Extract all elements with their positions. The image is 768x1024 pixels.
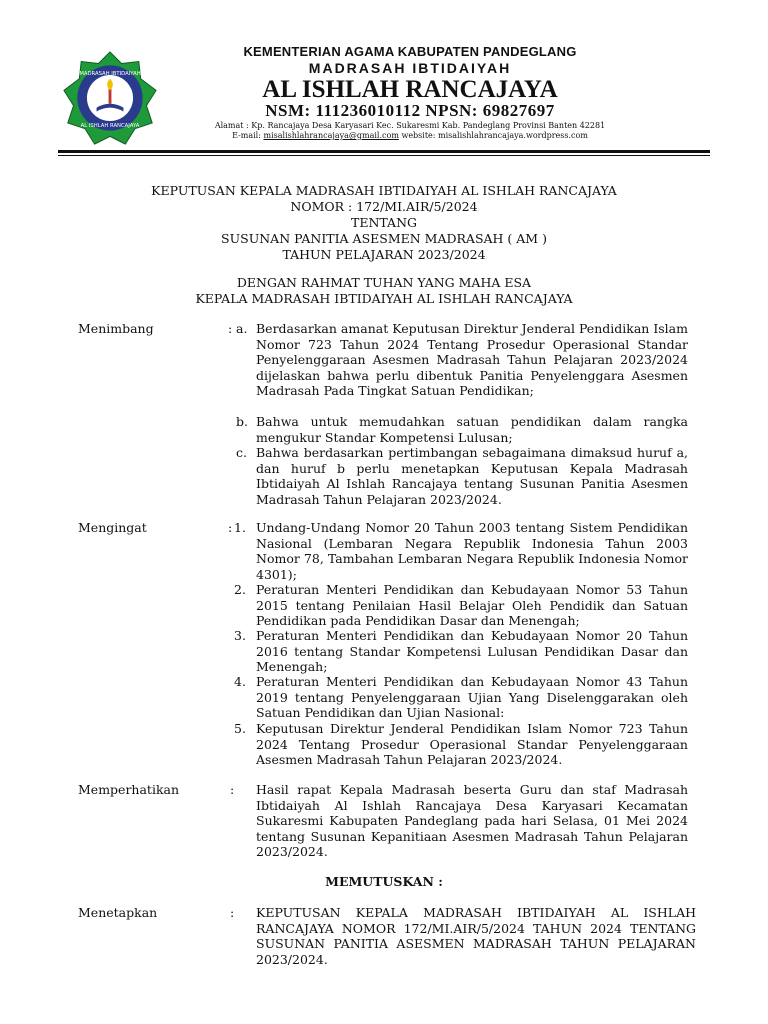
logo-text-top: MADRASAH IBTIDAIYAH	[79, 70, 141, 77]
decree-subject: SUSUNAN PANITIA ASESMEN MADRASAH ( AM )	[221, 231, 547, 246]
menimbang-item-b: Bahwa untuk memudahkan satuan pendidikan dalam rangka mengukur Standar Kompetensi Lulusan;	[256, 414, 688, 445]
logo-text-bottom: AL ISHLAH RANCAJAYA	[80, 122, 140, 129]
decree-number: NOMOR : 172/MI.AIR/5/2024	[290, 199, 478, 214]
mengingat-marker-1: 1.	[234, 520, 246, 535]
menetapkan-text: KEPUTUSAN KEPALA MADRASAH IBTIDAIYAH AL ISHLAH RANCAJAYA NOMOR 172/MI.AIR/5/2024 TAHUN 2024 TENTANG SUSUNAN PANITIA ASESMEN MADRASAH TAHUN PELAJARAN 2023/2024.	[256, 905, 696, 967]
school-name: AL ISHLAH RANCAJAYA	[262, 76, 558, 103]
mengingat-colon: :	[228, 520, 233, 535]
address-line: Alamat : Kp. Rancajaya Desa Karyasari Kec. Sukaresmi Kab. Pandeglang Provinsi Banten 42281	[214, 121, 606, 130]
decree-title: KEPUTUSAN KEPALA MADRASAH IBTIDAIYAH AL ISHLAH RANCAJAYA	[151, 183, 617, 198]
decree-about: TENTANG	[350, 215, 417, 230]
header-rule-thick	[58, 150, 710, 153]
memperhatikan-label: Memperhatikan	[78, 782, 180, 797]
menimbang-marker-a: a.	[236, 321, 248, 336]
contact-line	[160, 131, 660, 141]
letterhead	[0, 0, 768, 160]
menimbang-item-a: Berdasarkan amanat Keputusan Direktur Jenderal Pendidikan Islam Nomor 723 Tahun 2024 Tentang Prosedur Operasional Standar Penyelenggaraan Asesmen Madrasah Tahun Pelajaran 2023/2024 dijelaskan bahwa perlu dibentuk Panitia Penyelenggara Asesmen Madrasah Pada Tingkat Satuan Pendidikan;	[256, 321, 688, 398]
memutuskan-heading: MEMUTUSKAN :	[325, 874, 443, 889]
memperhatikan-text: Hasil rapat Kepala Madrasah beserta Guru dan staf Madrasah Ibtidaiyah Al Ishlah Rancajaya Desa Karyasari Kecamatan Sukaresmi Kabupaten Pandeglang pada hari Selasa, 01 Mei 2024 tentang Susunan Kepanitiaan Asesmen Madrasah Tahun Pelajaran 2023/2024.	[256, 782, 688, 859]
header-rule-thin	[58, 155, 710, 156]
mengingat-item-1: Undang-Undang Nomor 20 Tahun 2003 tentang Sistem Pendidikan Nasional (Lembaran Negara Republik Indonesia Tahun 2003 Nomor 78, Tambahan Lembaran Negara Republik Indonesia Nomor 4301);	[256, 520, 688, 582]
mengingat-item-4: Peraturan Menteri Pendidikan dan Kebudayaan Nomor 43 Tahun 2019 tentang Penyelenggaraan Ujian Yang Diselenggarakan oleh Satuan Pendidikan dan Ujian Nasional:	[256, 674, 688, 720]
menetapkan-label: Menetapkan	[78, 905, 158, 920]
mengingat-marker-4: 4.	[234, 674, 246, 689]
memperhatikan-colon: :	[230, 782, 235, 797]
madrasah-logo	[62, 50, 158, 146]
issuer: KEPALA MADRASAH IBTIDAIYAH AL ISHLAH RANCAJAYA	[195, 291, 573, 306]
school-address	[160, 121, 660, 141]
menetapkan-colon: :	[230, 905, 235, 920]
mengingat-label: Mengingat	[78, 520, 147, 535]
mengingat-marker-5: 5.	[234, 721, 246, 736]
menimbang-marker-c: c.	[236, 445, 247, 460]
decree-year: TAHUN PELAJARAN 2023/2024	[282, 247, 486, 262]
website-text: website: misalishlahrancajaya.wordpress.com	[401, 131, 588, 140]
mengingat-item-3: Peraturan Menteri Pendidikan dan Kebudayaan Nomor 20 Tahun 2016 tentang Standar Kompetensi Lulusan Pendidikan Dasar dan Menengah;	[256, 628, 688, 674]
menimbang-colon: :	[228, 321, 233, 336]
menimbang-marker-b: b.	[236, 414, 248, 429]
school-ids: NSM: 111236010112 NPSN: 69827697	[265, 101, 555, 120]
invocation: DENGAN RAHMAT TUHAN YANG MAHA ESA	[236, 275, 532, 290]
ministry-name: KEMENTERIAN AGAMA KABUPATEN PANDEGLANG	[243, 44, 577, 59]
mengingat-item-5: Keputusan Direktur Jenderal Pendidikan Islam Nomor 723 Tahun 2024 Tentang Prosedur Operasional Standar Penyelenggaraan Asesmen Madrasah Tahun Pelajaran 2023/2024.	[256, 721, 688, 767]
mengingat-item-2: Peraturan Menteri Pendidikan dan Kebudayaan Nomor 53 Tahun 2015 tentang Penilaian Hasil Belajar Oleh Pendidik dan Satuan Pendidikan pada Pendidikan Dasar dan Menengah;	[256, 582, 688, 628]
email-link[interactable]: misalishlahrancajaya@gmail.com	[263, 131, 399, 140]
email-label: E-mail:	[232, 131, 261, 140]
menimbang-item-c: Bahwa berdasarkan pertimbangan sebagaimana dimaksud huruf a, dan huruf b perlu menetapkan Keputusan Kepala Madrasah Ibtidaiyah Al Ishlah Rancajaya tentang Susunan Panitia Asesmen Madrasah Tahun Pelajaran 2023/2024.	[256, 445, 688, 507]
madrasah-type: MADRASAH IBTIDAIYAH	[308, 60, 512, 76]
menimbang-label: Menimbang	[78, 321, 154, 336]
mengingat-marker-3: 3.	[234, 628, 246, 643]
mengingat-marker-2: 2.	[234, 582, 246, 597]
